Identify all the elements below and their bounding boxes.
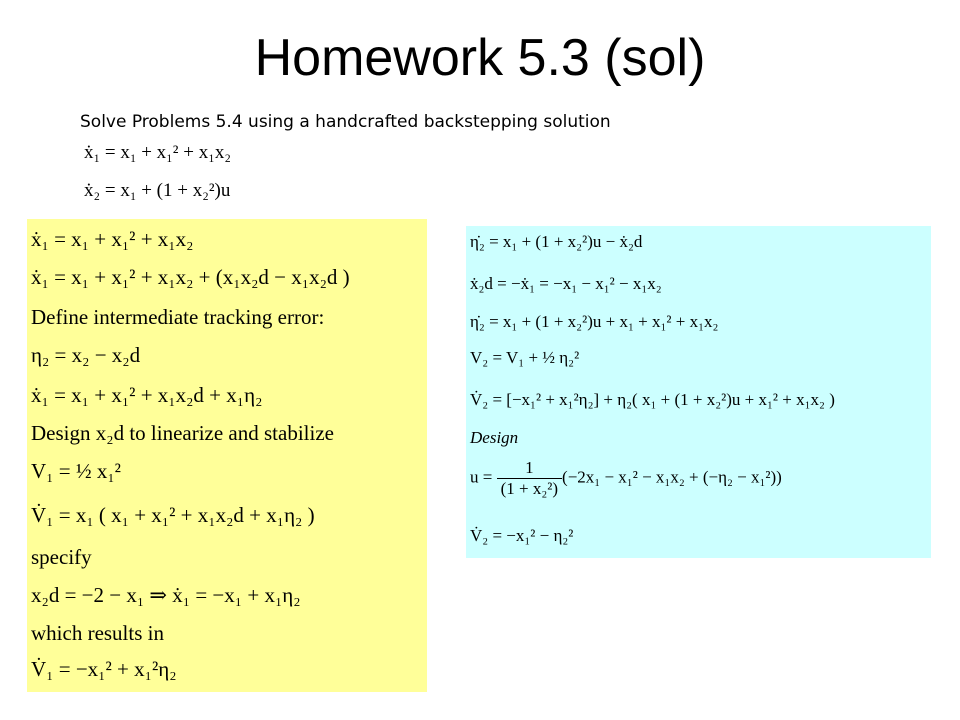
left-line: which results in bbox=[31, 621, 164, 645]
left-line: ẋ₁ = x₁ + x₁² + x₁x₂d + x₁η₂ bbox=[31, 383, 263, 407]
u-denominator: (1 + x₂²) bbox=[500, 479, 559, 498]
left-line: specify bbox=[31, 545, 92, 569]
right-line: Design bbox=[470, 428, 519, 447]
right-line: V̇₂ = [−x₁² + x₁²η₂] + η₂( x₁ + (1 + x₂²)u + x₁² + x₁x₂ ) bbox=[470, 390, 835, 409]
left-line: Design x₂d to linearize and stabilize bbox=[31, 421, 334, 445]
slide-subtitle: Solve Problems 5.4 using a handcrafted backstepping solution bbox=[80, 112, 611, 132]
derivation-panel-left bbox=[27, 219, 427, 692]
derivation-panel-right bbox=[466, 226, 931, 558]
left-line: Define intermediate tracking error: bbox=[31, 305, 325, 329]
left-line: V₁ = ½ x₁² bbox=[31, 459, 121, 483]
u-fraction bbox=[497, 458, 562, 499]
right-line-u bbox=[470, 458, 782, 499]
left-line: V̇₁ = −x₁² + x₁²η₂ bbox=[31, 657, 177, 681]
system-equation-1: ẋ₁ = x₁ + x₁² + x₁x₂ bbox=[84, 142, 231, 163]
u-lhs: u = bbox=[470, 467, 497, 487]
u-rest: (−2x₁ − x₁² − x₁x₂ + (−η₂ − x₁²)) bbox=[562, 467, 782, 487]
left-line: η₂ = x₂ − x₂d bbox=[31, 343, 141, 367]
slide-title: Homework 5.3 (sol) bbox=[254, 29, 706, 87]
right-line: η̇₂ = x₁ + (1 + x₂²)u − ẋ₂d bbox=[470, 232, 643, 251]
left-line: ẋ₁ = x₁ + x₁² + x₁x₂ bbox=[31, 227, 194, 251]
left-line: x₂d = −2 − x₁ ⇒ ẋ₁ = −x₁ + x₁η₂ bbox=[31, 583, 301, 607]
system-equation-2: ẋ₂ = x₁ + (1 + x₂²)u bbox=[84, 180, 231, 201]
right-line: η̇₂ = x₁ + (1 + x₂²)u + x₁ + x₁² + x₁x₂ bbox=[470, 312, 719, 331]
right-line: V₂ = V₁ + ½ η₂² bbox=[470, 348, 580, 367]
u-numerator: 1 bbox=[497, 458, 562, 479]
right-line: V̇₂ = −x₁² − η₂² bbox=[470, 526, 574, 545]
left-line: ẋ₁ = x₁ + x₁² + x₁x₂ + (x₁x₂d − x₁x₂d ) bbox=[31, 265, 350, 289]
left-line: V̇₁ = x₁ ( x₁ + x₁² + x₁x₂d + x₁η₂ ) bbox=[31, 503, 315, 527]
right-line: ẋ₂d = −ẋ₁ = −x₁ − x₁² − x₁x₂ bbox=[470, 274, 662, 293]
